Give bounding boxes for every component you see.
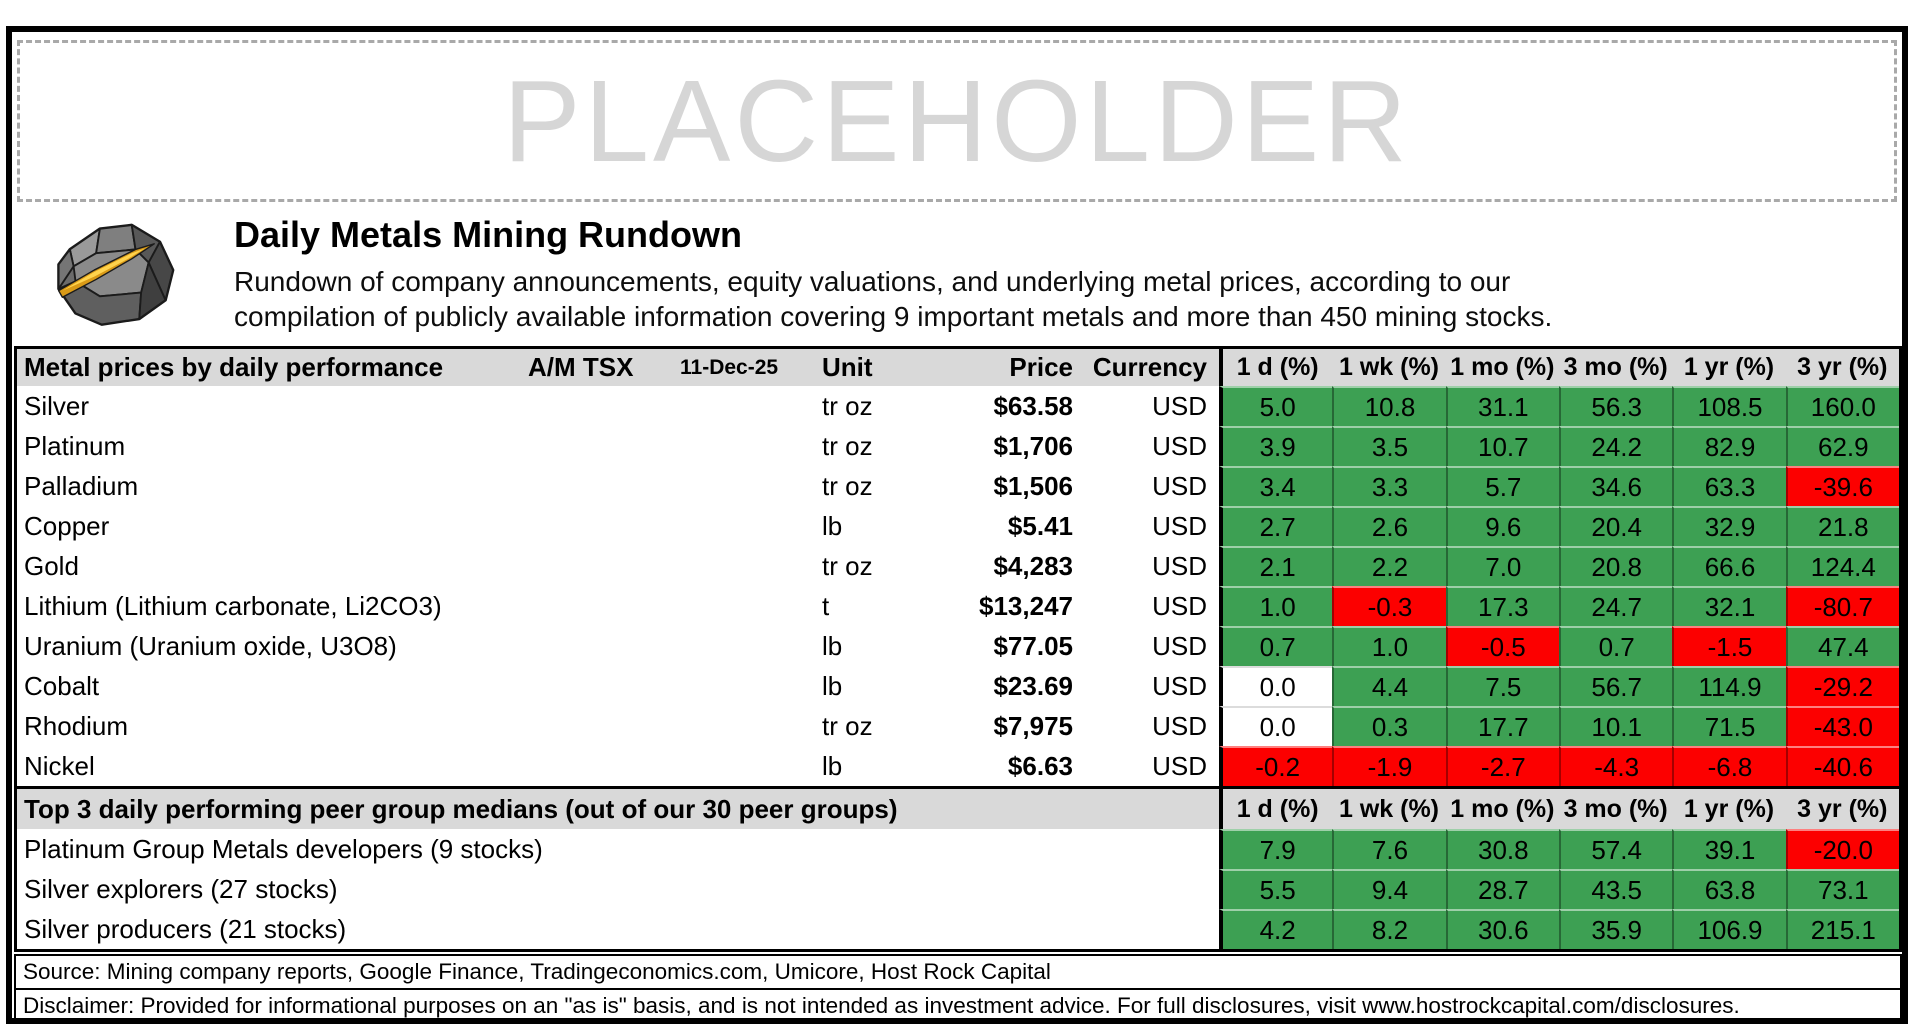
currency-cell: USD: [1152, 710, 1207, 741]
table-row: [17, 506, 1899, 546]
table-row: [17, 586, 1899, 626]
perf-cell: 31.1: [1446, 386, 1559, 426]
metals-table: [14, 346, 1902, 952]
perf-cell: 0.3: [1332, 706, 1445, 746]
perf-column-header: 3 yr (%): [1797, 353, 1888, 381]
perf-cell: 10.8: [1332, 386, 1445, 426]
table-row: [17, 466, 1899, 506]
perf-cell: 20.8: [1559, 546, 1672, 586]
price-cell: $4,283: [993, 550, 1073, 581]
currency-cell: USD: [1152, 510, 1207, 541]
perf-cell: 66.6: [1672, 546, 1785, 586]
date-header: 11-Dec-25: [680, 355, 779, 379]
perf-cell: 124.4: [1786, 546, 1899, 586]
perf-cell: 56.3: [1559, 386, 1672, 426]
perf-cell: -2.7: [1446, 746, 1559, 786]
perf-cell: -20.0: [1786, 829, 1899, 869]
price-cell: $6.63: [1007, 750, 1073, 781]
subtitle-line-2: compilation of publicly available information covering 9 important metals and more than 450 mining stocks.: [234, 301, 1553, 332]
perf-cell: 1.0: [1332, 626, 1445, 666]
currency-cell: USD: [1152, 390, 1207, 421]
perf-cell: 9.6: [1446, 506, 1559, 546]
perf-cell: -0.3: [1332, 586, 1445, 626]
perf-cell: -6.8: [1672, 746, 1785, 786]
perf-cell: 7.9: [1219, 829, 1332, 869]
perf-column-header: 3 mo (%): [1563, 794, 1668, 823]
perf-cell: -29.2: [1786, 666, 1899, 706]
unit-cell: tr oz: [822, 550, 873, 581]
perf-column-header: 3 yr (%): [1797, 794, 1888, 823]
perf-cell: 2.7: [1219, 506, 1332, 546]
metal-name-cell: Platinum: [24, 430, 126, 461]
perf-cell: 62.9: [1786, 426, 1899, 466]
perf-cell: 24.2: [1559, 426, 1672, 466]
unit-cell: lb: [822, 510, 843, 541]
footer-box: [14, 954, 1902, 1024]
perf-cell: 63.3: [1672, 466, 1785, 506]
price-cell: $1,706: [993, 430, 1073, 461]
perf-cell: 39.1: [1672, 829, 1785, 869]
table-row: [17, 869, 1899, 909]
perf-cell: -1.5: [1672, 626, 1785, 666]
metals-header-label: Metal prices by daily performance: [24, 352, 444, 382]
page-subtitle: [234, 264, 1552, 334]
perf-column-header: 1 mo (%): [1450, 794, 1555, 823]
unit-cell: tr oz: [822, 710, 873, 741]
metal-name-cell: Uranium (Uranium oxide, U3O8): [24, 630, 397, 661]
perf-cell: 160.0: [1786, 386, 1899, 426]
perf-cell: -80.7: [1786, 586, 1899, 626]
perf-cell: 215.1: [1786, 909, 1899, 949]
perf-cell: 3.3: [1332, 466, 1445, 506]
perf-cell: 5.5: [1219, 869, 1332, 909]
peer-header-label: Top 3 daily performing peer group medians (out of our 30 peer groups): [24, 793, 898, 824]
perf-cell: 7.5: [1446, 666, 1559, 706]
metal-name-cell: Palladium: [24, 470, 139, 501]
peer-rows: [17, 829, 1899, 949]
unit-cell: tr oz: [822, 430, 873, 461]
price-cell: $7,975: [993, 710, 1073, 741]
peer-group-name-cell: Silver producers (21 stocks): [24, 913, 347, 944]
perf-cell: 0.0: [1219, 706, 1332, 746]
perf-cell: 32.1: [1672, 586, 1785, 626]
perf-cell: -40.6: [1786, 746, 1899, 786]
perf-cell: 3.4: [1219, 466, 1332, 506]
currency-cell: USD: [1152, 750, 1207, 781]
perf-cell: 5.0: [1219, 386, 1332, 426]
page-title: Daily Metals Mining Rundown: [234, 214, 743, 255]
perf-cell: 9.4: [1332, 869, 1445, 909]
perf-cell: -39.6: [1786, 466, 1899, 506]
perf-cell: 2.1: [1219, 546, 1332, 586]
metals-table-header: [17, 349, 1899, 386]
perf-cell: 10.7: [1446, 426, 1559, 466]
perf-cell: 34.6: [1559, 466, 1672, 506]
metal-name-cell: Nickel: [24, 750, 95, 781]
disclaimer-line: Disclaimer: Provided for informational purposes on an "as is" basis, and is not intended as investment advice. For full disclosures, visit www.hostrockcapital.com/disclosures.: [16, 988, 1900, 1022]
perf-cell: 71.5: [1672, 706, 1785, 746]
perf-column-header: 1 wk (%): [1338, 794, 1439, 823]
perf-cell: 35.9: [1559, 909, 1672, 949]
perf-cell: 21.8: [1786, 506, 1899, 546]
placeholder-text: PLACEHOLDER: [503, 56, 1411, 186]
metal-name-cell: Rhodium: [24, 710, 129, 741]
perf-cell: 30.8: [1446, 829, 1559, 869]
perf-cell: 56.7: [1559, 666, 1672, 706]
currency-cell: USD: [1152, 670, 1207, 701]
perf-column-header: 1 yr (%): [1683, 794, 1775, 823]
unit-cell: tr oz: [822, 390, 873, 421]
price-cell: $1,506: [993, 470, 1073, 501]
subtitle-line-1: Rundown of company announcements, equity valuations, and underlying metal prices, according to our: [234, 266, 1511, 297]
metals-rows: [17, 386, 1899, 786]
table-row: [17, 546, 1899, 586]
currency-cell: USD: [1152, 590, 1207, 621]
perf-cell: 17.7: [1446, 706, 1559, 746]
perf-column-header: 1 wk (%): [1338, 353, 1439, 381]
price-cell: $13,247: [979, 590, 1073, 621]
unit-cell: lb: [822, 630, 843, 661]
currency-cell: USD: [1152, 550, 1207, 581]
table-row: [17, 386, 1899, 426]
metal-name-cell: Cobalt: [24, 670, 100, 701]
price-header: Price: [1009, 352, 1073, 382]
perf-column-header: 1 yr (%): [1683, 353, 1775, 381]
brand-header: [38, 210, 1902, 338]
table-row: [17, 626, 1899, 666]
perf-column-header: 3 mo (%): [1563, 353, 1668, 381]
exchange-header: A/M TSX: [528, 352, 634, 382]
source-line: Source: Mining company reports, Google Finance, Tradingeconomics.com, Umicore, Host Rock Capital: [23, 959, 1051, 984]
unit-cell: lb: [822, 670, 843, 701]
perf-cell: 114.9: [1672, 666, 1785, 706]
perf-cell: 63.8: [1672, 869, 1785, 909]
table-row: [17, 909, 1899, 949]
perf-cell: 106.9: [1672, 909, 1785, 949]
perf-cell: 7.0: [1446, 546, 1559, 586]
perf-cell: 0.7: [1219, 626, 1332, 666]
price-cell: $63.58: [993, 390, 1073, 421]
unit-cell: lb: [822, 750, 843, 781]
table-row: [17, 706, 1899, 746]
table-row: [17, 426, 1899, 466]
report-frame: [6, 26, 1908, 1024]
metal-name-cell: Gold: [24, 550, 79, 581]
perf-cell: 8.2: [1332, 909, 1445, 949]
price-cell: $77.05: [993, 630, 1073, 661]
perf-cell: 1.0: [1219, 586, 1332, 626]
rock-with-gold-vein-logo: [38, 210, 188, 332]
perf-cell: 2.2: [1332, 546, 1445, 586]
currency-cell: USD: [1152, 430, 1207, 461]
perf-cell: 3.9: [1219, 426, 1332, 466]
perf-cell: -0.5: [1446, 626, 1559, 666]
perf-cell: 5.7: [1446, 466, 1559, 506]
perf-cell: 20.4: [1559, 506, 1672, 546]
perf-cell: 2.6: [1332, 506, 1445, 546]
perf-cell: -0.2: [1219, 746, 1332, 786]
perf-cell: 3.5: [1332, 426, 1445, 466]
perf-cell: 47.4: [1786, 626, 1899, 666]
table-row: [17, 666, 1899, 706]
perf-cell: 7.6: [1332, 829, 1445, 869]
peer-group-name-cell: Silver explorers (27 stocks): [24, 873, 338, 904]
currency-header: Currency: [1092, 352, 1207, 382]
perf-cell: 28.7: [1446, 869, 1559, 909]
perf-cell: 17.3: [1446, 586, 1559, 626]
perf-cell: 43.5: [1559, 869, 1672, 909]
perf-cell: 0.0: [1219, 666, 1332, 706]
perf-cell: -4.3: [1559, 746, 1672, 786]
price-cell: $5.41: [1007, 510, 1073, 541]
table-row: [17, 829, 1899, 869]
perf-cell: 24.7: [1559, 586, 1672, 626]
unit-header: Unit: [822, 352, 873, 382]
perf-cell: 0.7: [1559, 626, 1672, 666]
perf-cell: 4.2: [1219, 909, 1332, 949]
perf-cell: -43.0: [1786, 706, 1899, 746]
perf-cell: 73.1: [1786, 869, 1899, 909]
perf-cell: 108.5: [1672, 386, 1785, 426]
brand-text: [234, 210, 1552, 334]
perf-cell: -1.9: [1332, 746, 1445, 786]
metal-name-cell: Silver: [24, 390, 90, 421]
perf-cell: 82.9: [1672, 426, 1785, 466]
currency-cell: USD: [1152, 470, 1207, 501]
perf-cell: 30.6: [1446, 909, 1559, 949]
peer-table-header: [17, 786, 1899, 829]
perf-column-header: 1 d (%): [1219, 349, 1332, 386]
perf-cell: 32.9: [1672, 506, 1785, 546]
currency-cell: USD: [1152, 630, 1207, 661]
perf-column-header: 1 d (%): [1219, 789, 1332, 829]
table-row: [17, 746, 1899, 786]
perf-cell: 10.1: [1559, 706, 1672, 746]
perf-column-header: 1 mo (%): [1450, 353, 1555, 381]
metal-name-cell: Copper: [24, 510, 110, 541]
unit-cell: t: [822, 590, 830, 621]
unit-cell: tr oz: [822, 470, 873, 501]
price-cell: $23.69: [993, 670, 1073, 701]
perf-cell: 4.4: [1332, 666, 1445, 706]
perf-cell: 57.4: [1559, 829, 1672, 869]
placeholder-banner: [17, 40, 1897, 202]
peer-group-name-cell: Platinum Group Metals developers (9 stocks): [24, 833, 543, 864]
metal-name-cell: Lithium (Lithium carbonate, Li2CO3): [24, 590, 442, 621]
